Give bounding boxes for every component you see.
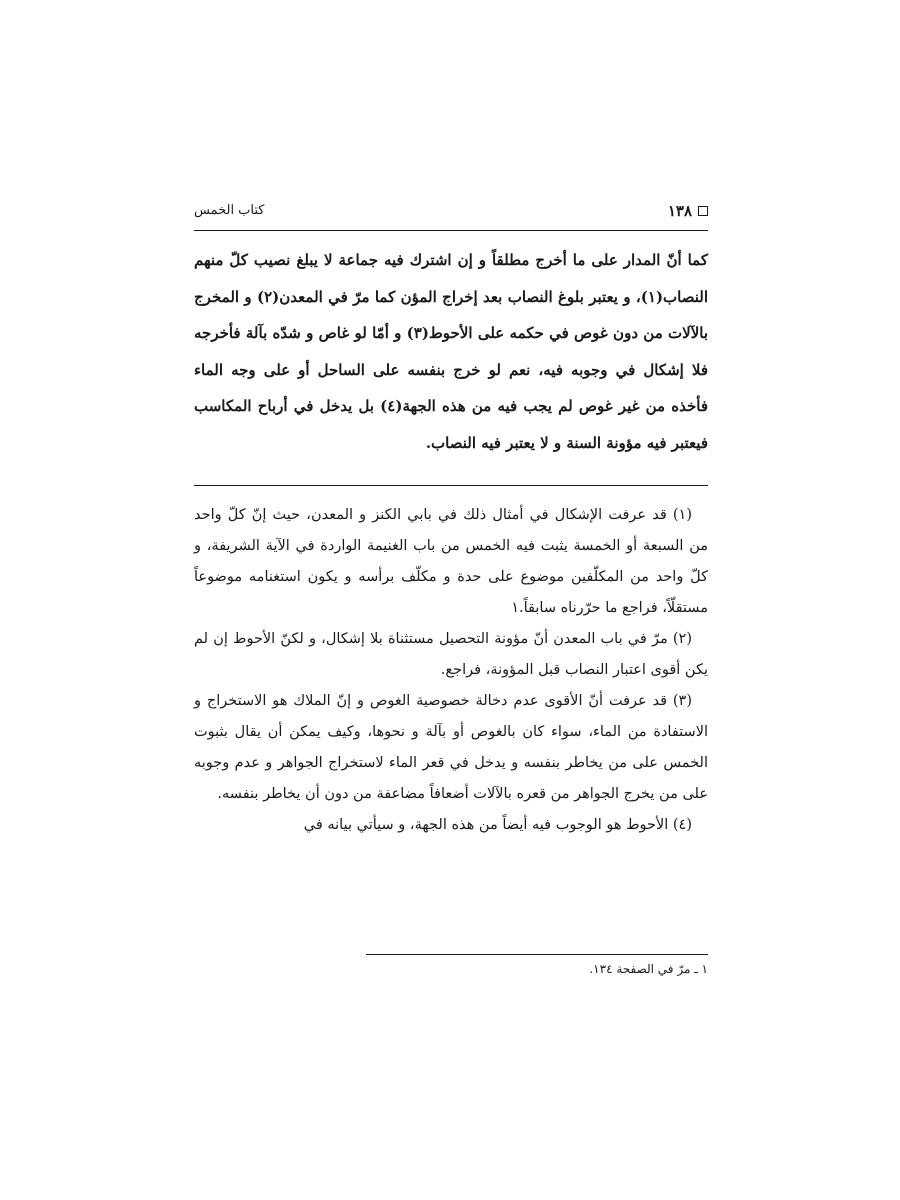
page-number-group: [668, 202, 708, 220]
footnote-4: (٤) الأحوط هو الوجوب فيه أيضاً من هذه الجهة، و سيأتي بيانه في: [303, 817, 692, 833]
header-divider: [194, 230, 708, 231]
footnotes-section: [194, 500, 708, 841]
footnote-1: (١) قد عرفت الإشكال في أمثال ذلك في بابي الكنز و المعدن، حيث إنّ كلّ واحد من السبعة أو الخمسة يثبت فيه الخمس من باب الغنيمة الواردة في الآية الشريفة، و كلّ واحد من المكلّفين موضوع على حدة و مكلّف برأسه و يكون استغنامه موضوعاً مستقلّاً، فراجع ما حرّرناه سابقاً.١: [194, 507, 708, 616]
footnote-2: (٢) مرّ في باب المعدن أنّ مؤونة التحصيل مستثناة بلا إشكال، و لكنّ الأحوط إن لم يكن أقوى اعتبار النصاب قبل المؤونة، فراجع.: [194, 631, 708, 678]
footnote-divider: [194, 485, 708, 486]
sub-footnote: ١ ـ مرّ في الصفحة ١٣٤.: [589, 962, 708, 976]
page-header: [194, 202, 708, 226]
book-title: كتاب الخمس: [194, 203, 265, 218]
main-text: كما أنّ المدار على ما أخرج مطلقاً و إن اشترك فيه جماعة لا يبلغ نصيب كلّ منهم النصاب(١)، و يعتبر بلوغ النصاب بعد إخراج المؤن كما مرّ في المعدن(٢) و المخرج بالآلات من دون غوص في حكمه على الأحوط(٣) و أمّا لو غاص و شدّه بآلة فأخرجه فلا إشكال في وجوبه فيه، نعم لو خرج بنفسه على الساحل أو على وجه الماء فأخذه من غير غوص لم يجب فيه من هذه الجهة(٤) بل يدخل في أرباح المكاسب فيعتبر فيه مؤونة السنة و لا يعتبر فيه النصاب.: [194, 251, 708, 452]
square-bullet-icon: [698, 206, 708, 216]
page-number: ١٣٨: [667, 202, 692, 220]
sub-footnote-divider: [366, 954, 708, 955]
footnote-3: (٣) قد عرفت أنّ الأقوى عدم دخالة خصوصية الغوص و إنّ الملاك هو الاستخراج و الاستفادة من الماء، سواء كان بالغوص أو بآلة و نحوها، وكيف يمكن أن يقال بثبوت الخمس على من يخاطر بنفسه و يدخل في قعر الماء لاستخراج الجواهر و عدم وجوبه على من يخرج الجواهر من قعره بالآلات أضعافاً مضاعفة من دون أن يخاطر بنفسه.: [194, 693, 708, 802]
